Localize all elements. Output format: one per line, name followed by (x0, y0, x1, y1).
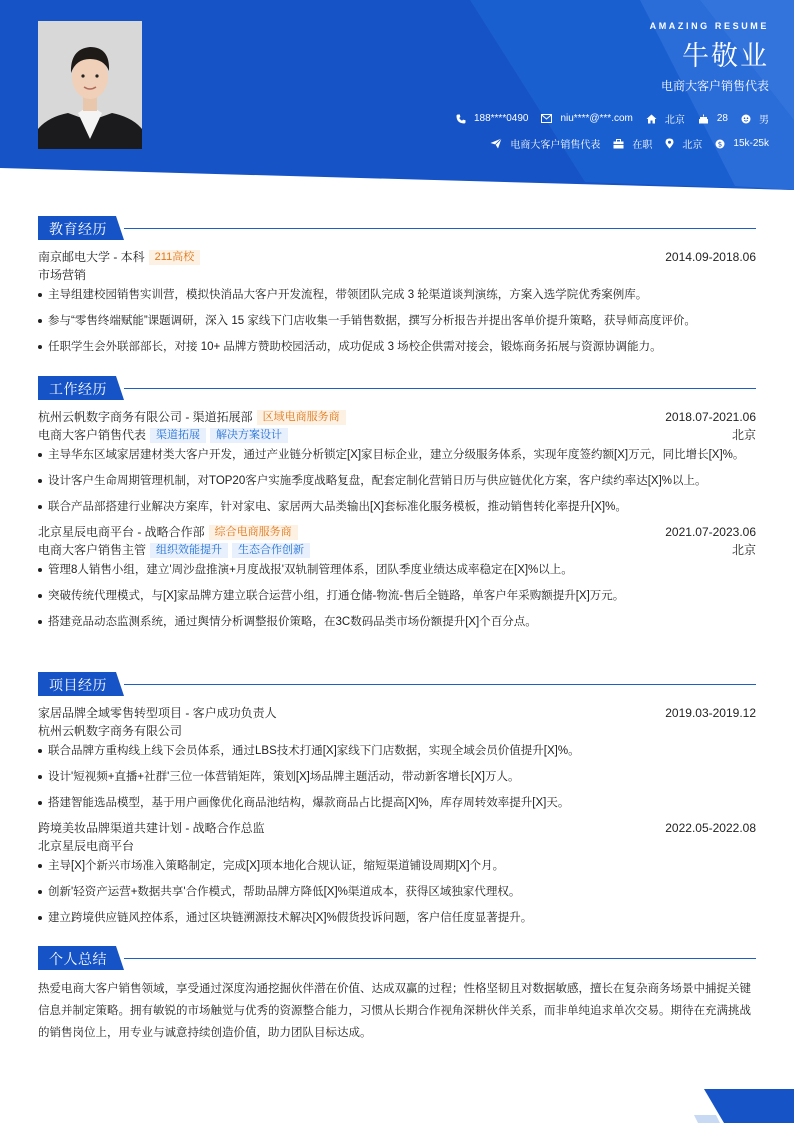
phone-info (456, 113, 529, 124)
age-info (698, 113, 728, 124)
gender-icon (741, 114, 751, 124)
home-info (646, 111, 685, 126)
footer-decoration (680, 1085, 794, 1123)
school-tag: 211高校 (149, 250, 201, 265)
projects-section (38, 672, 756, 934)
list-item: 主导华东区域家居建材类大客户开发，通过产业链分析锁定[X]家目标企业，建立分级服务体系，实现年度签约额[X]万元，同比增长[X]%。 (38, 445, 756, 466)
project-org-row (38, 837, 756, 855)
section-divider (124, 958, 756, 959)
project-name: 家居品牌全域零售转型项目 - 客户成功负责人 (38, 706, 277, 720)
email-text: niu****@***.com (560, 113, 633, 124)
age-text: 28 (716, 113, 728, 124)
project-name: 跨境美妆品牌渠道共建计划 - 战略合作总监 (38, 821, 265, 835)
list-item: 任职学生会外联部部长，对接 10+ 品牌方赞助校园活动，成功促成 3 场校企供需对接会，锻炼商务拓展与资源协调能力。 (38, 337, 756, 358)
list-item: 创新'轻资产运营+数据共享'合作模式，帮助品牌方降低[X]%渠道成本，获得区域独家代理权。 (38, 882, 756, 903)
candidate-name: 牛敬业 (682, 41, 769, 71)
project-header (38, 704, 756, 722)
job-header (38, 523, 756, 541)
intent-city-text: 北京 (682, 140, 703, 151)
home-text: 北京 (664, 115, 685, 126)
phone-icon (456, 114, 466, 124)
role-tag: 渠道拓展 (150, 428, 206, 443)
phone-text: 188****0490 (473, 113, 529, 124)
intent-position-info (490, 136, 600, 151)
section-header (38, 672, 756, 696)
briefcase-icon (613, 139, 624, 149)
list-item: 参与“零售终端赋能”课题调研，深入 15 家线下门店收集一手销售数据，撰写分析报告并提出客单价提升策略，获导师高度评价。 (38, 311, 756, 332)
job-role-row (38, 426, 756, 444)
role-tag: 组织效能提升 (150, 543, 228, 558)
cake-icon (698, 114, 709, 124)
section-header (38, 376, 756, 400)
company-name: 杭州云帆数字商务有限公司 - 渠道拓展部 (38, 410, 253, 424)
resume-header (0, 0, 794, 195)
resume-tagline: AMAZING RESUME (649, 21, 769, 31)
company-tag: 区域电商服务商 (257, 410, 346, 425)
major-name: 市场营销 (38, 268, 87, 282)
profile-photo (38, 21, 142, 149)
intent-position-text: 电商大客户销售代表 (510, 140, 601, 151)
summary-section (38, 946, 756, 1044)
job-bullets (38, 560, 756, 633)
job-role: 电商大客户销售代表 (38, 428, 147, 442)
job-bullets (38, 445, 756, 518)
section-title: 教育经历 (49, 221, 107, 237)
job-header (38, 408, 756, 426)
school-name: 南京邮电大学 - 本科 (38, 250, 145, 264)
list-item: 管理8人销售小组，建立'周沙盘推演+月度战报'双轨制管理体系，团队季度业绩达成率稳定在[X]%以上。 (38, 560, 756, 581)
job-location: 北京 (731, 428, 756, 442)
project-bullets (38, 856, 756, 929)
section-title: 个人总结 (49, 951, 107, 967)
project-dates: 2019.03-2019.12 (665, 706, 756, 720)
section-divider (124, 684, 756, 685)
status-info (613, 136, 652, 151)
section-title: 项目经历 (49, 677, 107, 693)
section-header (38, 946, 756, 970)
list-item: 设计'短视频+直播+社群'三位一体营销矩阵，策划[X]场品牌主题活动，带动新客增长[X]万人。 (38, 767, 756, 788)
job-location: 北京 (731, 543, 756, 557)
education-entry (38, 248, 756, 266)
salary-text: 15k-25k (733, 138, 769, 149)
list-item: 联合品牌方重构线上线下会员体系，通过LBS技术打通[X]家线下门店数据，实现全域会员价值提升[X]%。 (38, 741, 756, 762)
section-divider (124, 228, 756, 229)
project-org: 北京星辰电商平台 (38, 839, 135, 853)
role-tag: 解决方案设计 (210, 428, 288, 443)
education-bullets (38, 285, 756, 358)
list-item: 突破传统代理模式，与[X]家品牌方建立联合运营小组，打通仓储-物流-售后全链路，单客户年采购额提升[X]万元。 (38, 586, 756, 607)
job-role: 电商大客户销售主管 (38, 543, 147, 557)
list-item: 联合产品部搭建行业解决方案库，针对家电、家居两大品类输出[X]套标准化服务模板，推动销售转化率提升[X]%。 (38, 497, 756, 518)
home-icon (646, 114, 657, 124)
list-item: 主导组建校园销售实训营，模拟快消品大客户开发流程，带领团队完成 3 轮渠道谈判演练，方案入选学院优秀案例库。 (38, 285, 756, 306)
status-text: 在职 (632, 140, 653, 151)
section-title: 工作经历 (49, 381, 107, 397)
email-info (541, 113, 632, 124)
job-dates: 2018.07-2021.06 (665, 410, 756, 424)
project-bullets (38, 741, 756, 814)
list-item: 设计客户生命周期管理机制，对TOP20客户实施季度战略复盘，配套定制化营销日历与供应链优化方案，客户续约率达[X]%以上。 (38, 471, 756, 492)
project-header (38, 819, 756, 837)
list-item: 搭建智能选品模型，基于用户画像优化商品池结构，爆款商品占比提高[X]%，库存周转效率提升[X]天。 (38, 793, 756, 814)
svg-text:$: $ (718, 140, 723, 149)
intent-city-info (665, 136, 702, 151)
job-role-row (38, 541, 756, 559)
education-major-row (38, 266, 756, 284)
education-dates: 2014.09-2018.06 (665, 250, 756, 264)
salary-info (715, 138, 769, 149)
summary-text: 热爱电商大客户销售领域，享受通过深度沟通挖掘伙伴潜在价值、达成双赢的过程；性格坚韧且对数据敏感，擅长在复杂商务场景中捕捉关键信息并制定策略。拥有敏锐的市场触觉与优秀的资源整合能力，习惯从长期合作视角深耕伙伴关系，而非单纯追求单次交易。期待在充满挑战的销售岗位上，用专业与诚意持续创造价值，助力团队目标达成。 (38, 983, 751, 1039)
work-section (38, 376, 756, 638)
education-section (38, 216, 756, 363)
job-dates: 2021.07-2023.06 (665, 525, 756, 539)
job-intent-row (477, 136, 769, 151)
project-org-row (38, 722, 756, 740)
candidate-title: 电商大客户销售代表 (660, 79, 769, 93)
list-item: 主导[X]个新兴市场准入策略制定，完成[X]项本地化合规认证，缩短渠道铺设周期[X]个月。 (38, 856, 756, 877)
section-divider (124, 388, 756, 389)
list-item: 建立跨境供应链风控体系，通过区块链溯源技术解决[X]%假货投诉问题，客户信任度显著提升。 (38, 908, 756, 929)
role-tag: 生态合作创新 (232, 543, 310, 558)
salary-icon (715, 139, 725, 149)
gender-text: 男 (759, 115, 769, 126)
company-tag: 综合电商服务商 (209, 525, 298, 540)
gender-info (741, 111, 769, 126)
project-dates: 2022.05-2022.08 (665, 821, 756, 835)
contact-info-row (443, 111, 769, 126)
section-header (38, 216, 756, 240)
list-item: 搭建竞品动态监测系统，通过舆情分析调整报价策略，在3C数码品类市场份额提升[X]个百分点。 (38, 612, 756, 633)
project-org: 杭州云帆数字商务有限公司 (38, 724, 183, 738)
send-icon (490, 138, 502, 149)
location-icon (665, 138, 674, 149)
mail-icon (541, 114, 552, 123)
company-name: 北京星辰电商平台 - 战略合作部 (38, 525, 205, 539)
